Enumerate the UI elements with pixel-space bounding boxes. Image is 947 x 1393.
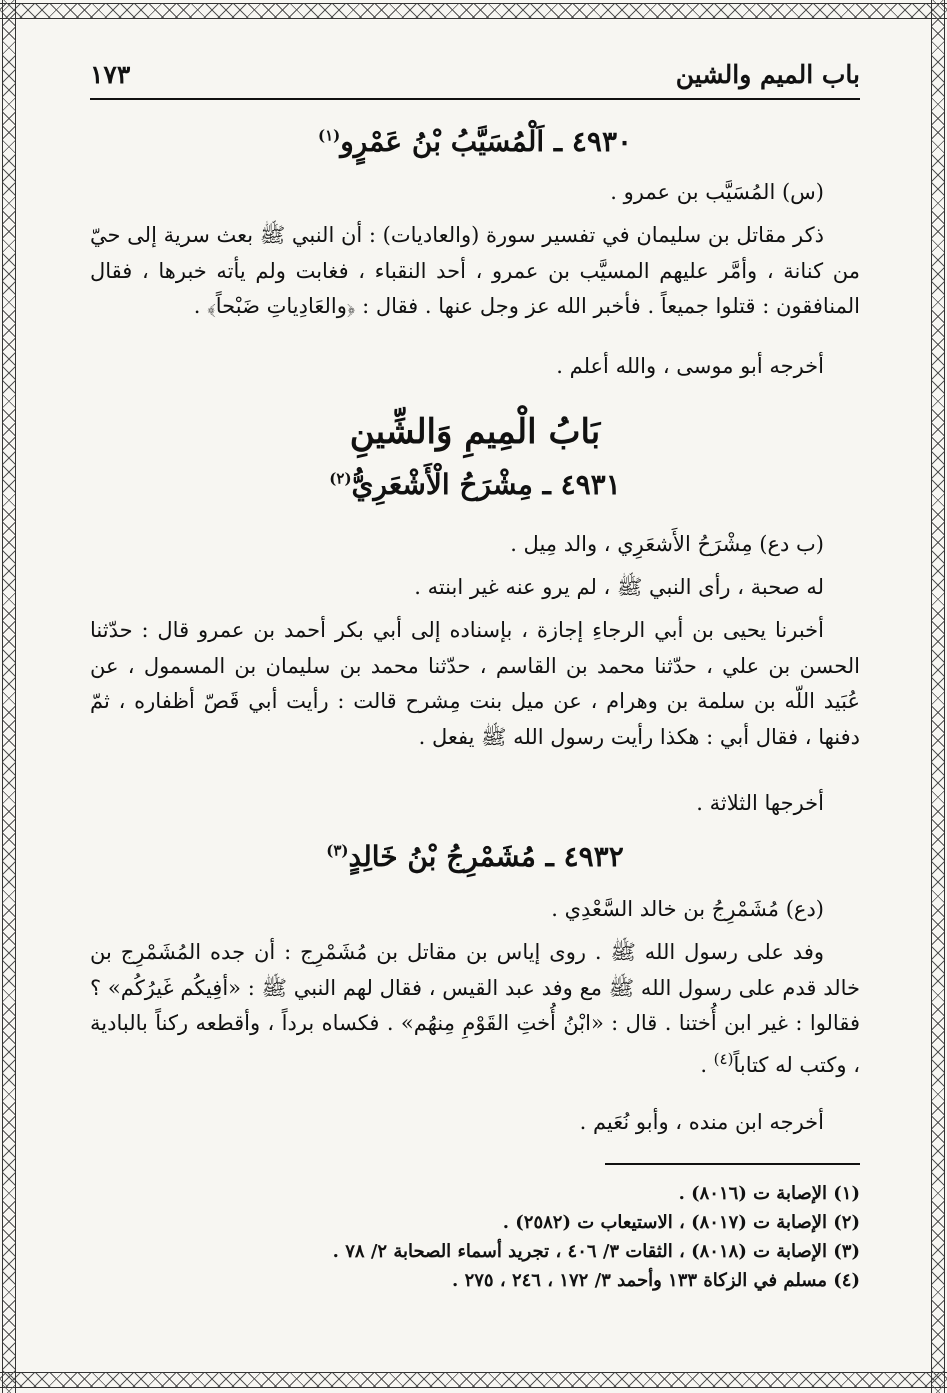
footnote-2: (٢) الإصابة ت (٨٠١٧) ، الاستيعاب ت (٢٥٨٢) . bbox=[502, 1212, 860, 1233]
entry-paragraph: وفد على رسول الله ﷺ . روى إياس بن مقاتل بن مُشَمْرِج : أن جده المُشَمْرِج بن خالد قدم على رسول الله ﷺ مع وفد عبد القيس ، فقال لهم النبي ﷺ : «أفِيكُم غَيرُكُم» ؟ فقالوا : غير ابن أُختنا . قال : «ابْنُ أُختِ القَوْمِ مِنهُم» . فكساه برداً ، وأقطعه ركناً بالبادية ، وكتب له كتاباً$^{(٤)}$ . bbox=[90, 940, 860, 1077]
entry-code-line: (ب دع) مِشْرَحُ الأَشعَرِي ، والد مِيل . bbox=[510, 532, 824, 556]
right-ornamental-border bbox=[931, 0, 945, 1393]
entry-title-4932 bbox=[90, 840, 860, 873]
entry-title-text: ٤٩٣٠ ـ اَلْمُسَيَّبُ بْنُ عَمْرٍو bbox=[340, 125, 633, 158]
entry-paragraph: أخبرنا يحيى بن أبي الرجاءِ إجازة ، بإسناده إلى أبي بكر أحمد بن عمرو قال : حدّثنا الحسن بن علي ، حدّثنا محمد بن القاسم ، حدّثنا محمد بن سليمان بن المسمول ، عن عُبَيد اللّه بن سلمة بن وهرام ، عن ميل بنت مِشرح قالت : رأيت أبي قَصّ أظفاره ، ثمّ دفنها ، فقال أبي : هكذا رأيت رسول الله ﷺ يفعل . bbox=[90, 618, 860, 749]
entry-paragraph-text: وفد على رسول الله ﷺ . روى إياس بن مقاتل بن مُشَمْرِج : أن جده المُشَمْرِج بن خالد قدم على رسول الله ﷺ مع وفد عبد القيس ، فقال لهم النبي ﷺ : «أفِيكُم غَيرُكُم» ؟ فقالوا : غير ابن أُختنا . قال : «ابْنُ أُختِ القَوْمِ مِنهُم» . فكساه برداً ، وأقطعه ركناً بالبادية ، وكتب له كتاباً bbox=[90, 940, 860, 1077]
entry-title-4930 bbox=[90, 125, 860, 158]
footnote-ref: (٣) bbox=[326, 841, 349, 860]
entry-title-text: ٤٩٣١ ـ مِشْرَحُ الْأَشْعَرِيُّ bbox=[351, 468, 621, 501]
footnote-separator bbox=[605, 1163, 860, 1165]
entry-paragraph: ذكر مقاتل بن سليمان في تفسير سورة (والعاديات) : أن النبي ﷺ بعث سرية إلى حيّ من كنانة ، وأمَّر عليهم المسيَّب بن عمرو ، أحد النقباء ، فغابت ولم يأته خبرها ، فقال المنافقون : قتلوا جميعاً . فأخبر الله عز وجل عنها . فقال : ﴿والعَادِياتِ ضَبْحاً﴾ . bbox=[90, 223, 860, 318]
footnote-1: (١) الإصابة ت (٨٠١٦) . bbox=[678, 1183, 860, 1204]
entry-paragraph: أخرجه ابن منده ، وأبو نُعَيم . bbox=[579, 1110, 824, 1134]
running-title: باب الميم والشين bbox=[675, 60, 860, 89]
entry-paragraph: أخرجها الثلاثة . bbox=[696, 791, 824, 815]
entry-paragraph: أخرجه أبو موسى ، والله أعلم . bbox=[556, 354, 824, 378]
entry-title-text: ٤٩٣٢ ـ مُشَمْرِجُ بْنُ خَالِدٍ bbox=[348, 840, 624, 873]
chapter-heading: بَابُ الْمِيمِ وَالشِّينِ bbox=[349, 412, 601, 452]
book-page bbox=[90, 0, 860, 1393]
page-number: ١٧٣ bbox=[90, 60, 131, 89]
footnote-4: (٤) مسلم في الزكاة ١٣٣ وأحمد ٣/ ١٧٢ ، ٢٤٦ ، ٢٧٥ . bbox=[452, 1270, 860, 1291]
left-ornamental-border bbox=[2, 0, 16, 1393]
entry-title-4931 bbox=[90, 468, 860, 501]
entry-code-line: (دع) مُشَمْرِجُ بن خالد السَّعْدِي . bbox=[551, 897, 824, 921]
running-header bbox=[90, 58, 860, 100]
entry-paragraph: له صحبة ، رأى النبي ﷺ ، لم يرو عنه غير ابنته . bbox=[414, 575, 824, 599]
footnote-ref: (٤) bbox=[713, 1049, 734, 1068]
footnote-ref: (١) bbox=[317, 126, 341, 145]
entry-code-line: (س) المُسَيَّب بن عمرو . bbox=[610, 180, 824, 204]
footnote-3: (٣) الإصابة ت (٨٠١٨) ، الثقات ٣/ ٤٠٦ ، تجريد أسماء الصحابة ٢/ ٧٨ . bbox=[332, 1241, 860, 1262]
footnote-ref: (٢) bbox=[329, 469, 352, 488]
